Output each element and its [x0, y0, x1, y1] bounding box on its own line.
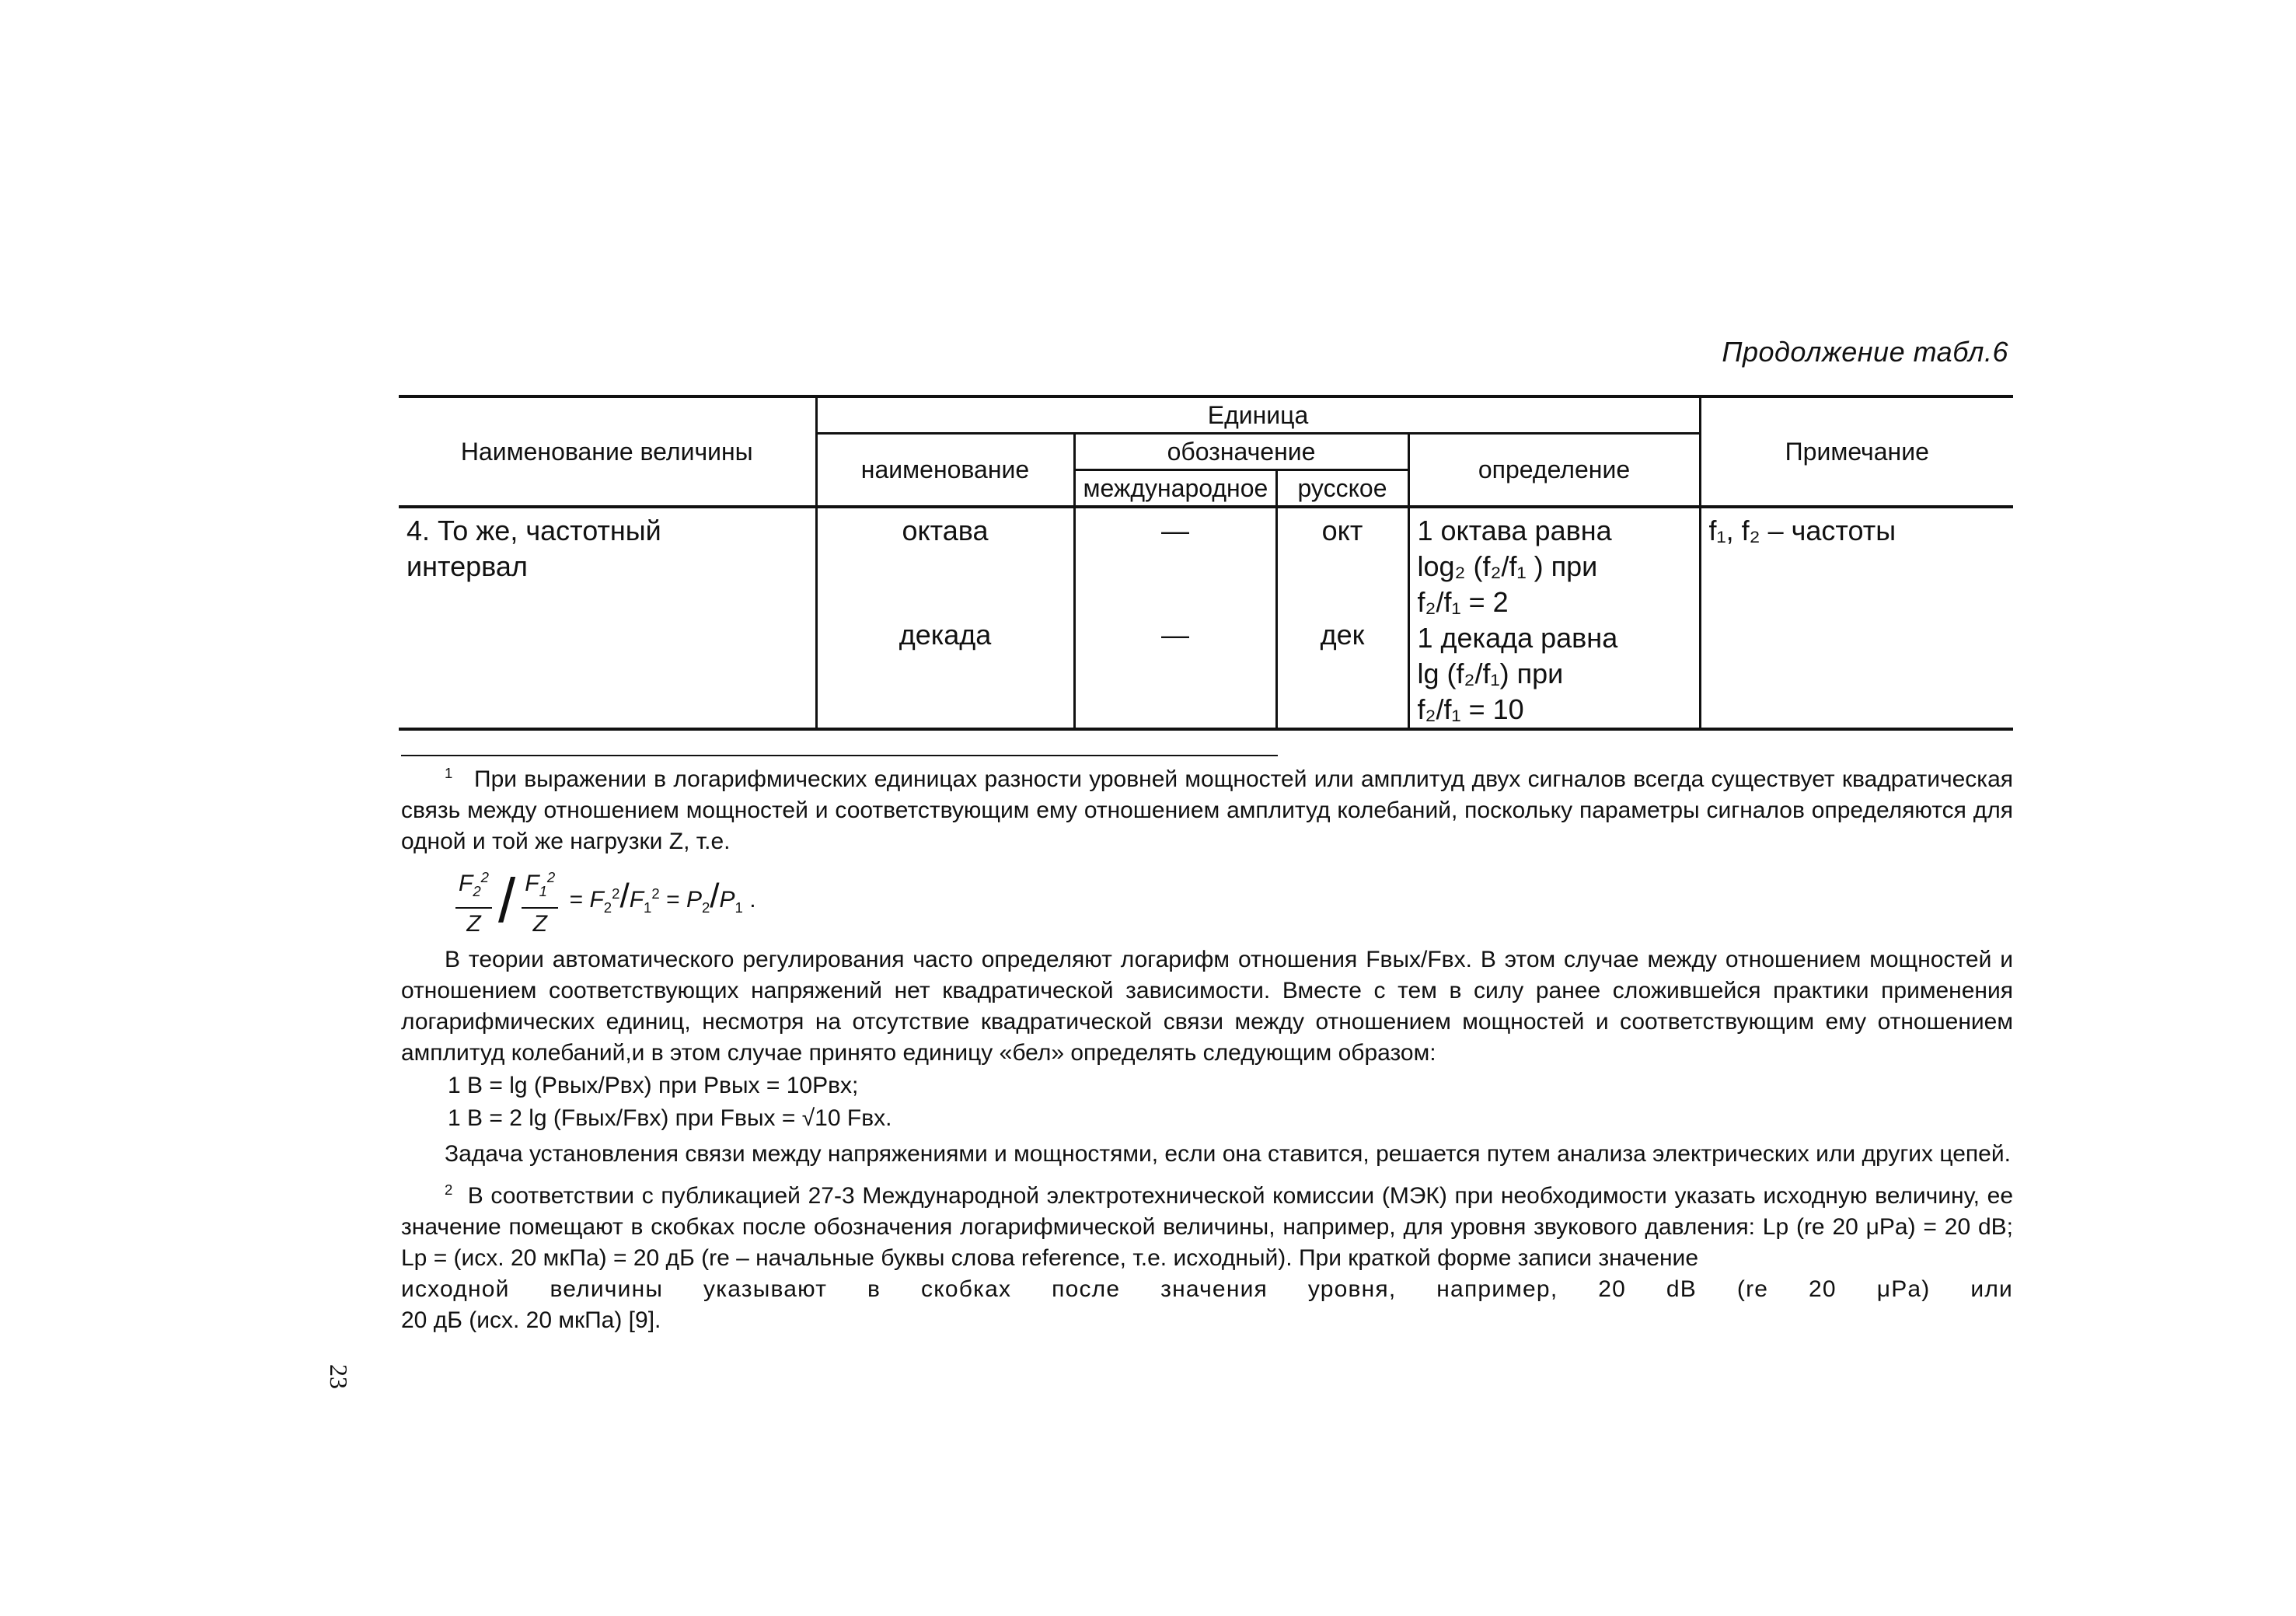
footnote-2-justified-line: исходной величины указывают в скобках после значения уровня, например, 20 dB (re 20 μPa) или: [401, 1276, 2013, 1302]
footnote-1: $^1$ При выражении в логарифмических единицах разности уровней мощностей или амплитуд двух сигналов всегда существует квадратическая связь между отношением мощностей и соответствующим ему отношением амплитуд колебаний, поскольку параметры сигналов определяются для одной и той же нагрузки Z, т.е.: [401, 765, 2014, 854]
paragraph-automatic-control: В теории автоматического регулирования часто определяют логарифм отношения Fвых/Fвх. В этом случае между отношением мощностей и отношением соответствующих напряжений нет квадратической зависимости. Вместе с тем в силу ранее сложившейся практики применения логарифмических единиц, несмотря на отсутствие квадратической связи между отношением мощностей и соответствующим ему отношением амплитуд колебаний,и в этом случае принято единицу «бел» определять следующим образом:: [401, 947, 2013, 1066]
header-note: Примечание: [1700, 396, 2013, 507]
page-number: 23: [325, 1364, 353, 1389]
header-international: международное: [1074, 470, 1276, 508]
power-ratio-formula: $\frac{F_2^2}{Z}$ / $\frac{F_1^2}{Z}$ = $F_2^2/F_1^2 = P_2/P_1$ .: [401, 857, 2013, 944]
header-designation: обозначение: [1074, 434, 1408, 470]
table-row: [399, 507, 2013, 729]
cell-international: — —: [1074, 507, 1276, 729]
bel-definition-power: 1 В = lg (Pвых/Pвх) при Pвых = 10Pвх;: [448, 1073, 859, 1098]
header-definition: определение: [1408, 434, 1700, 508]
table-continuation-label: Продолжение табл.6: [1722, 336, 2008, 368]
cell-note: f₁, f₂ – частоты: [1700, 507, 2013, 729]
footnote-separator: [401, 755, 1278, 756]
header-unit: Единица: [816, 396, 1700, 434]
cell-quantity-name: 4. То же, частотный интервал: [407, 515, 661, 582]
cell-unit-name: октава декада: [816, 507, 1074, 729]
cell-russian: окт дек: [1276, 507, 1408, 729]
footnotes: [401, 758, 2013, 1336]
cell-definition: 1 октава равна log₂ (f₂/f₁ ) при f₂/f₁ = 2 1 декада равна lg (f₂/f₁) при f₂/f₁ = 10: [1408, 507, 1700, 729]
header-quantity-name: Наименование величины: [399, 396, 816, 507]
paragraph-circuit-analysis: Задача установления связи между напряжениями и мощностями, если она ставится, решается путем анализа электрических или других цепей.: [445, 1141, 2011, 1167]
header-russian: русское: [1276, 470, 1408, 508]
bel-definition-amplitude: 1 В = 2 lg (Fвых/Fвх) при Fвых = √10 Fвх.: [448, 1105, 892, 1131]
footnote-2: $^2$ В соответствии с публикацией 27-3 Международной электротехнической комиссии (МЭК) при необходимости указать исходную величину, ее значение помещают в скобках после обозначения логарифмической величины, например, для уровня звукового давления: Lp (re 20 μPa) = 20 dB; Lp = (исх. 20 мкПа) = 20 дБ (re – начальные буквы слова reference, т.е. исходный). При краткой форме записи значение: [401, 1181, 2014, 1271]
units-table: [399, 395, 2013, 731]
footnote-2-last-line: 20 дБ (исх. 20 мкПа) [9].: [401, 1307, 661, 1333]
header-unit-name: наименование: [816, 434, 1074, 508]
